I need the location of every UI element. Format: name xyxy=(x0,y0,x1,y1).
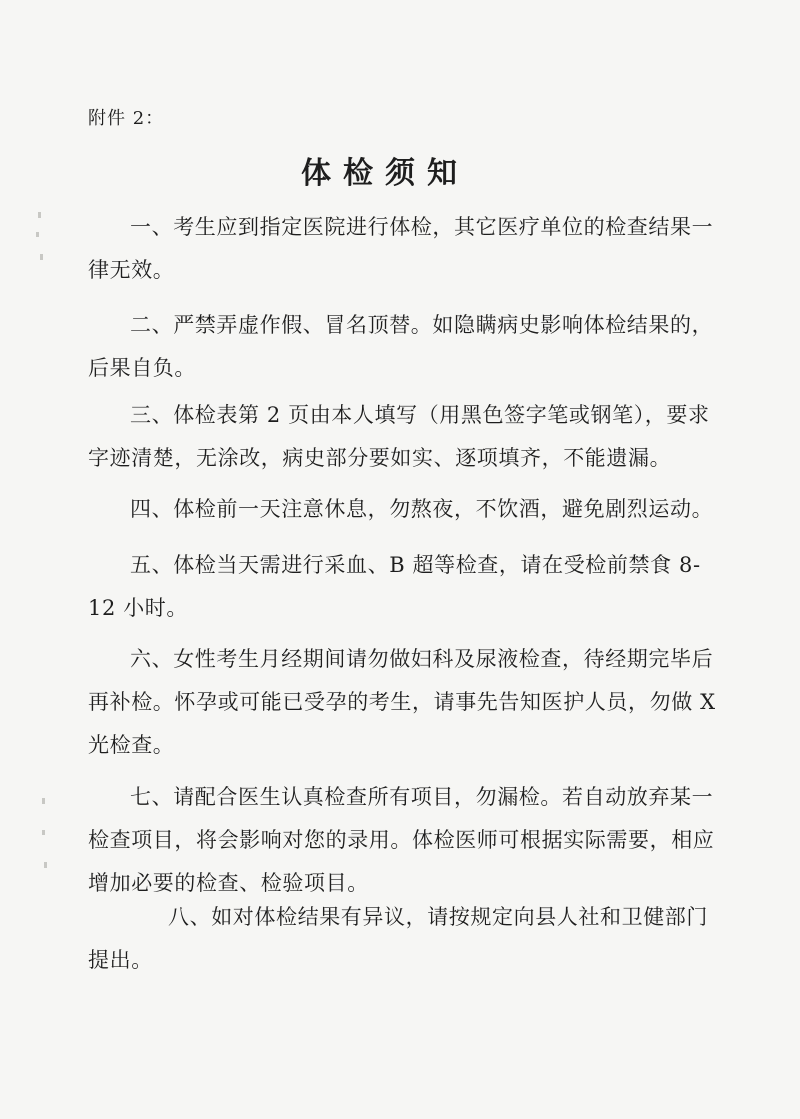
page-title: 体检须知 xyxy=(301,156,469,191)
notice-paragraph-1: 一、考生应到指定医院进行体检，其它医疗单位的检查结果一律无效。 xyxy=(88,215,714,282)
notice-paragraph-6: 六、女性考生月经期间请勿做妇科及尿液检查，待经期完毕后再补检。怀孕或可能已受孕的考生，请事先告知医护人员，勿做 X 光检查。 xyxy=(88,647,716,757)
notice-paragraph-5: 五、体检当天需进行采血、B 超等检查，请在受检前禁食 8-12 小时。 xyxy=(88,553,701,620)
notice-paragraph-7: 七、请配合医生认真检查所有项目，勿漏检。若自动放弃某一检查项目，将会影响对您的录用。体检医师可根据实际需要，相应增加必要的检查、检验项目。 xyxy=(88,785,715,895)
binding-hole-mark xyxy=(42,830,45,835)
binding-hole-mark xyxy=(44,862,47,868)
binding-hole-mark xyxy=(42,798,45,804)
notice-paragraph-4: 四、体检前一天注意休息，勿熬夜，不饮酒，避免剧烈运动。 xyxy=(130,497,714,521)
notice-paragraph-3: 三、体检表第 2 页由本人填写（用黑色签字笔或钢笔），要求字迹清楚，无涂改，病史部分要如实、逐项填齐，不能遗漏。 xyxy=(88,403,710,470)
notice-paragraph-8: 八、如对体检结果有异议，请按规定向县人社和卫健部门提出。 xyxy=(88,905,708,972)
binding-hole-mark xyxy=(40,254,43,260)
binding-hole-mark xyxy=(38,212,41,218)
notice-paragraph-2: 二、严禁弄虚作假、冒名顶替。如隐瞒病史影响体检结果的，后果自负。 xyxy=(88,313,714,380)
binding-hole-mark xyxy=(36,232,39,237)
attachment-label: 附件 2： xyxy=(88,108,165,129)
